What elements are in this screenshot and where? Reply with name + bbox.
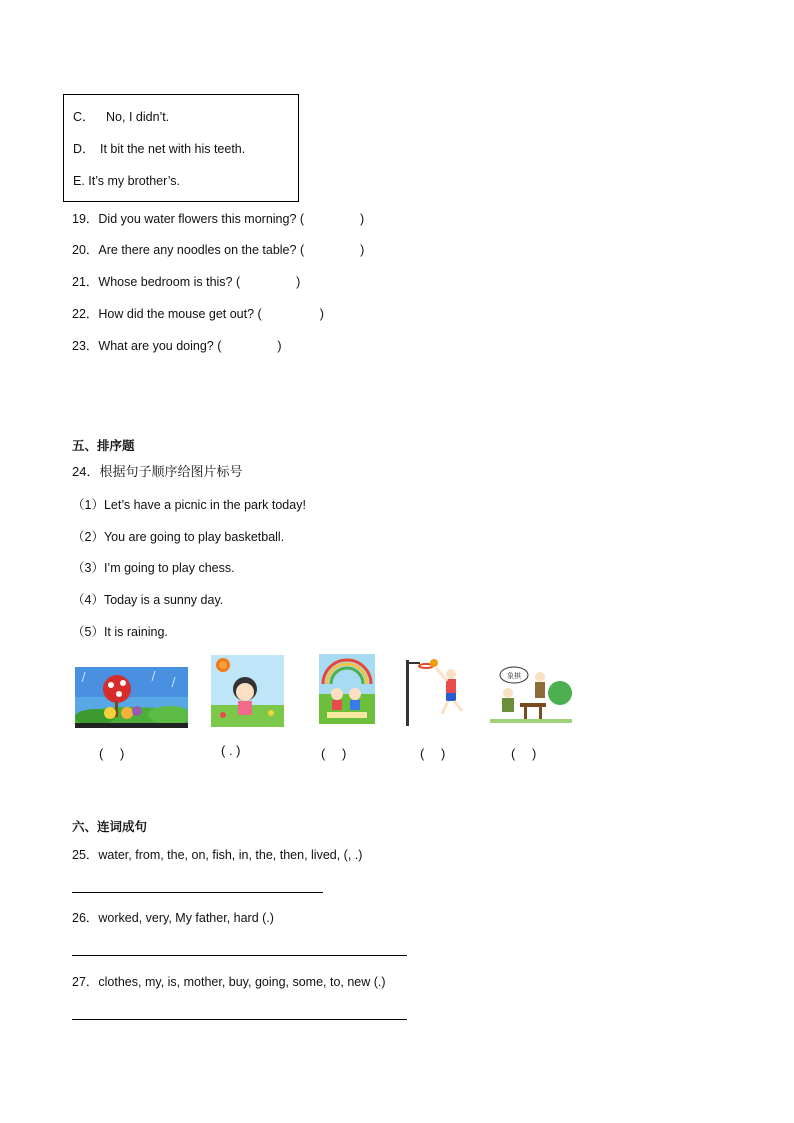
picture-answer-3[interactable]: ( ) <box>321 746 347 761</box>
option-text: No, I didn’t. <box>106 110 170 124</box>
question-text: Are there any noodles on the table? ( <box>98 243 305 257</box>
question-27: 27．clothes, my, is, mother, buy, going, some, to, new (.) <box>72 975 386 989</box>
sentence-3: （3）I’m going to play chess. <box>72 561 235 575</box>
question-number: 22． <box>72 307 99 321</box>
option-text: It’s my brother’s. <box>88 174 180 188</box>
question-number: 21． <box>72 275 99 289</box>
question-number: 23． <box>72 339 99 353</box>
question-20 <box>72 242 364 258</box>
question-number: 19． <box>72 212 99 226</box>
question-text: How did the mouse get out? ( <box>98 307 262 321</box>
option-letter: D． <box>73 142 95 156</box>
option-e <box>73 173 180 189</box>
sentence-1: （1）Let’s have a picnic in the park today! <box>72 498 306 512</box>
option-letter: E. <box>73 174 85 188</box>
answer-line-25[interactable] <box>72 892 323 893</box>
rain-scene-image <box>75 667 188 728</box>
close-paren: ) <box>319 307 324 321</box>
question-23 <box>72 338 282 354</box>
sentence-2: （2）You are going to play basketball. <box>72 530 285 544</box>
close-paren: ) <box>277 339 282 353</box>
option-letter: C． <box>73 110 95 124</box>
section5-title: 五、排序题 <box>72 439 135 453</box>
question-22 <box>72 306 324 322</box>
basketball-boy-image <box>406 656 468 726</box>
picture-answer-2[interactable]: ( . ) <box>221 743 241 758</box>
chess-players-image <box>490 663 572 723</box>
option-d <box>73 141 245 157</box>
sentence-5: （5）It is raining. <box>72 625 168 639</box>
question-text: Did you water flowers this morning? ( <box>98 212 305 226</box>
question-24: 24．根据句子顺序给图片标号 <box>72 464 243 479</box>
question-26: 26．worked, very, My father, hard (.) <box>72 911 274 925</box>
section6-title: 六、连词成句 <box>72 820 148 834</box>
option-text: It bit the net with his teeth. <box>100 142 246 156</box>
question-number: 20． <box>72 243 99 257</box>
question-text: Whose bedroom is this? ( <box>98 275 241 289</box>
close-paren: ) <box>296 275 301 289</box>
picture-answer-1[interactable]: ( ) <box>99 746 125 761</box>
question-25: 25．water, from, the, on, fish, in, the, then, lived, (, .) <box>72 848 363 862</box>
question-21 <box>72 274 300 290</box>
picture-answer-4[interactable]: ( ) <box>420 746 446 761</box>
close-paren: ) <box>360 212 365 226</box>
answer-line-26[interactable] <box>72 955 407 956</box>
chess-caption: 象棋 <box>507 672 521 680</box>
question-19 <box>72 211 364 227</box>
question-text: What are you doing? ( <box>98 339 222 353</box>
sentence-4: （4）Today is a sunny day. <box>72 593 224 607</box>
option-c <box>73 109 169 125</box>
sunny-girl-image <box>211 655 284 727</box>
close-paren: ) <box>360 243 365 257</box>
picture-answer-5[interactable]: ( ) <box>511 746 537 761</box>
answer-line-27[interactable] <box>72 1019 407 1020</box>
picnic-scene-image <box>319 654 375 724</box>
